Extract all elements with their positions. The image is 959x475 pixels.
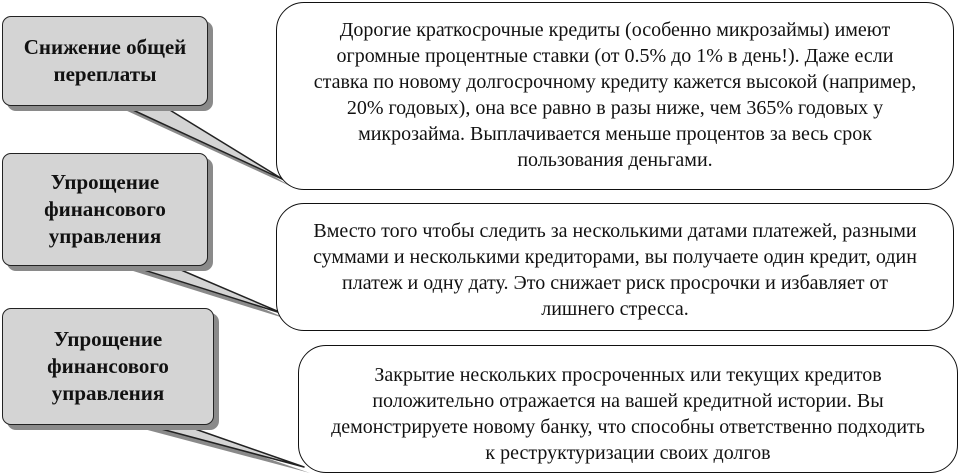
description-text-1: Дорогие краткосрочные кредиты (особенно микрозаймы) имеют огромные процентные ставки (от 0.5% до 1% в день!). Даже если ставка по новому долгосрочному кредиту кажется высокой (например, 20% годовых), она все равно в разы ниже, чем 365% годовых у микрозайма. Выплачивается меньше процентов за весь срок пользования деньгами. bbox=[313, 19, 917, 171]
label-text-1: Снижение общей переплаты bbox=[23, 35, 187, 86]
label-box-1 bbox=[2, 16, 208, 106]
description-text-2: Вместо того чтобы следить за несколькими датами платежей, разными суммами и несколькими кредиторами, вы получаете один кредит, один платеж и одну дату. Это снижает риск просрочки и избавляет от лишнего стресса. bbox=[313, 220, 917, 320]
label-text-3: Упрощение финансового управления bbox=[47, 327, 169, 405]
label-text-2: Упрощение финансового управления bbox=[44, 170, 166, 248]
description-text-3: Закрытие нескольких просроченных или текущих кредитов положительно отражается на вашей кредитной истории. Вы демонстрируете новому банку, что способны ответственно подходить к реструктуризации своих долгов bbox=[331, 364, 925, 464]
label-box-3 bbox=[2, 308, 214, 425]
pointer-shadow-3 bbox=[140, 428, 310, 473]
description-bubble-3 bbox=[298, 345, 958, 473]
pointer-3 bbox=[135, 422, 304, 467]
label-box-2 bbox=[2, 153, 208, 266]
description-bubble-2 bbox=[276, 203, 954, 331]
description-bubble-1 bbox=[276, 2, 954, 190]
pointer-2 bbox=[125, 264, 284, 314]
